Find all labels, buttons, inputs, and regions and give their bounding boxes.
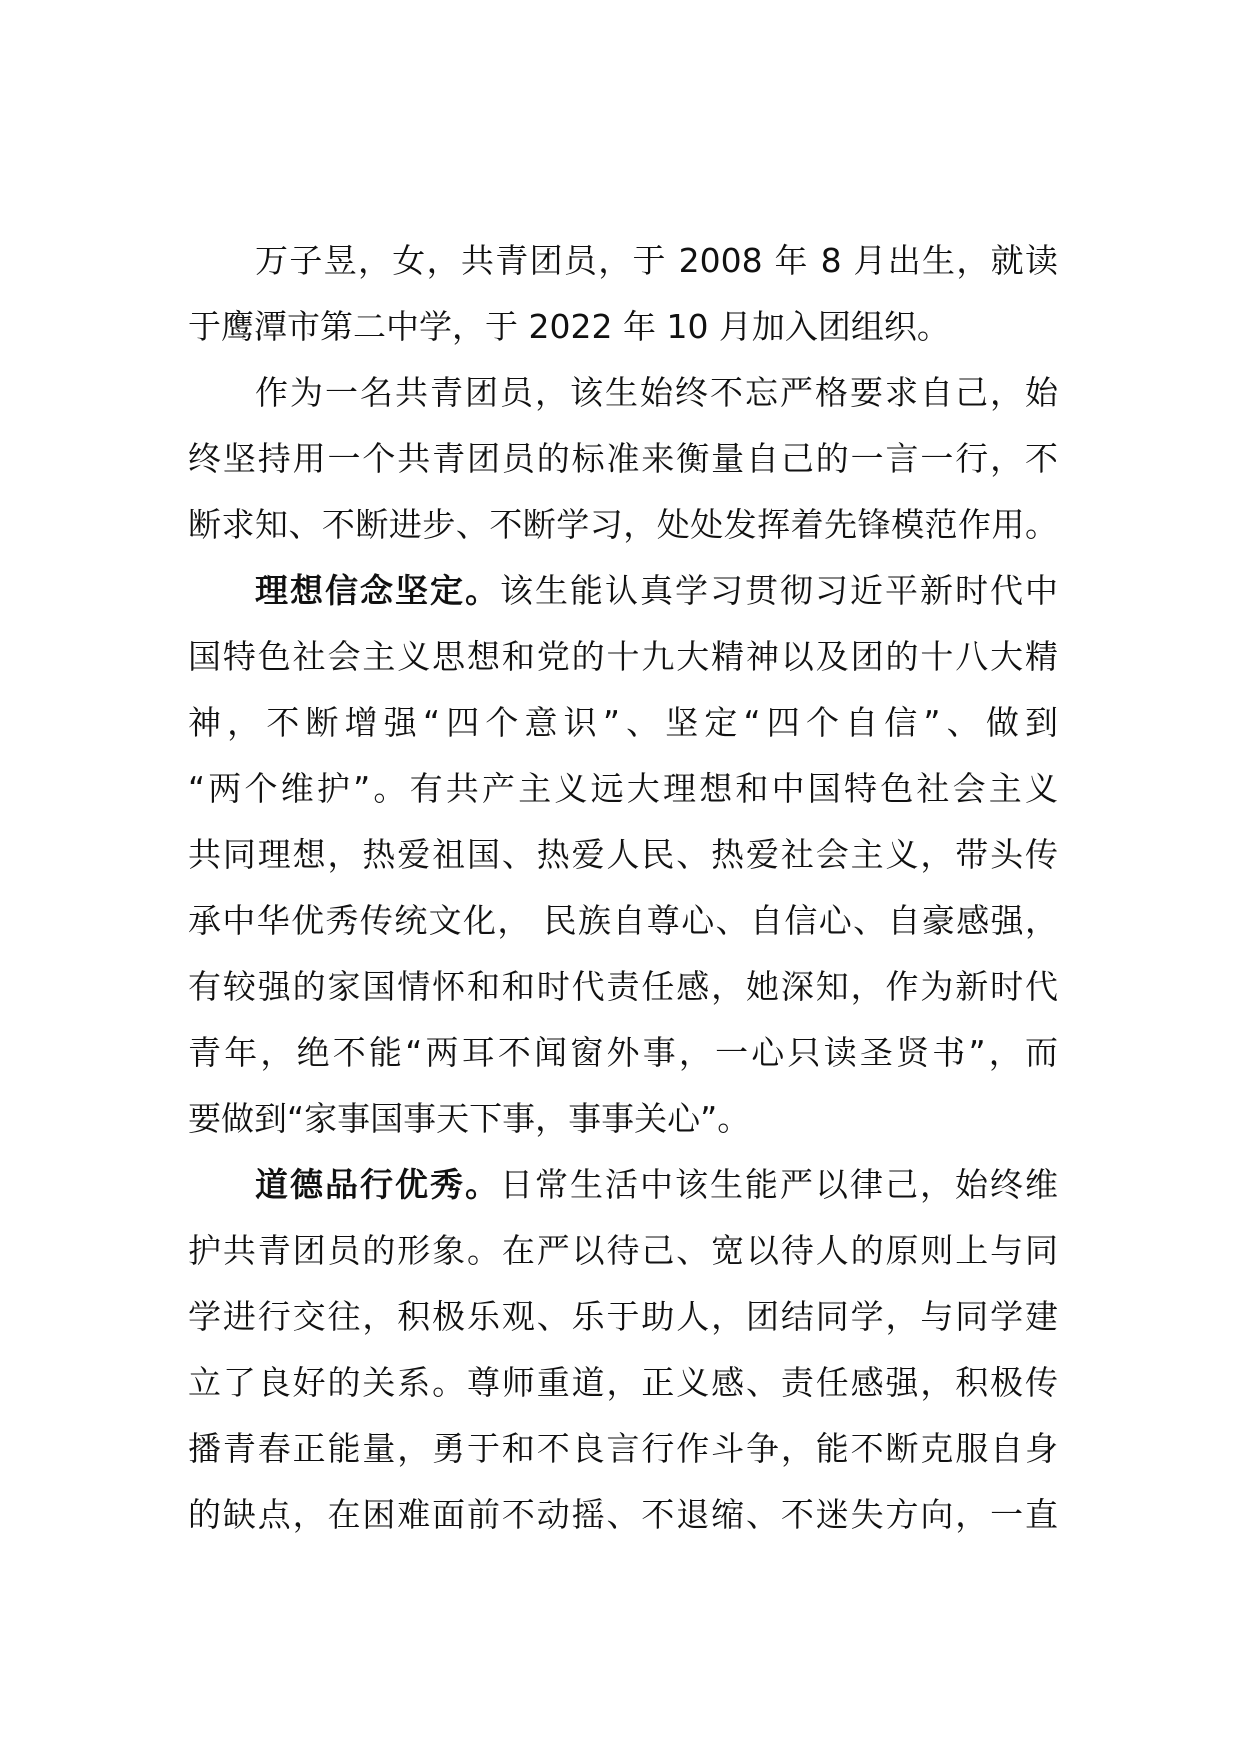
paragraph-3-line-8: 青年，绝不能“两耳不闻窗外事，一心只读圣贤书”，而: [188, 1033, 1058, 1072]
paragraph-4-line-4: 立了良好的关系。尊师重道，正义感、责任感强，积极传: [188, 1363, 1058, 1402]
paragraph-4-heading: 道德品行优秀。: [255, 1165, 500, 1204]
paragraph-1-line-2: 于鹰潭市第二中学，于 2022 年 10 月加入团组织。: [188, 307, 950, 346]
paragraph-2-line-1: 作为一名共青团员，该生始终不忘严格要求自己，始: [255, 373, 1058, 412]
paragraph-3-line-2: 国特色社会主义思想和党的十九大精神以及团的十八大精: [188, 637, 1058, 676]
paragraph-3-line-6: 承中华优秀传统文化， 民族自尊心、自信心、自豪感强，: [188, 901, 1058, 940]
paragraph-4-line-5: 播青春正能量，勇于和不良言行作斗争，能不断克服自身: [188, 1429, 1058, 1468]
paragraph-4-line-2: 护共青团员的形象。在严以待己、宽以待人的原则上与同: [188, 1231, 1058, 1270]
paragraph-4-line-1: [255, 1152, 1058, 1218]
paragraph-3-heading: 理想信念坚定。: [255, 571, 500, 610]
paragraph-3-line-1: [255, 558, 1058, 624]
paragraph-4-line-3: 学进行交往，积极乐观、乐于助人，团结同学，与同学建: [188, 1297, 1058, 1336]
paragraph-3-line-9: 要做到“家事国事天下事，事事关心”。: [188, 1099, 751, 1138]
paragraph-3-line-4: “两个维护”。有共产主义远大理想和中国特色社会主义: [188, 769, 1058, 808]
paragraph-3-line-7: 有较强的家国情怀和和时代责任感，她深知，作为新时代: [188, 967, 1058, 1006]
paragraph-3-line-1-text: 该生能认真学习贯彻习近平新时代中: [500, 571, 1058, 610]
paragraph-3-line-3: 神，不断增强“四个意识”、坚定“四个自信”、做到: [188, 703, 1058, 742]
paragraph-3-line-5: 共同理想，热爱祖国、热爱人民、热爱社会主义，带头传: [188, 835, 1058, 874]
paragraph-2-line-2: 终坚持用一个共青团员的标准来衡量自己的一言一行，不: [188, 439, 1058, 478]
paragraph-1-line-1: 万子昱，女，共青团员，于 2008 年 8 月出生，就读: [255, 241, 1058, 280]
paragraph-4-line-1-text: 日常生活中该生能严以律己，始终维: [500, 1165, 1058, 1204]
paragraph-4-line-6: 的缺点，在困难面前不动摇、不退缩、不迷失方向，一直: [188, 1495, 1058, 1534]
paragraph-2-line-3: 断求知、不断进步、不断学习，处处发挥着先锋模范作用。: [188, 505, 1058, 544]
